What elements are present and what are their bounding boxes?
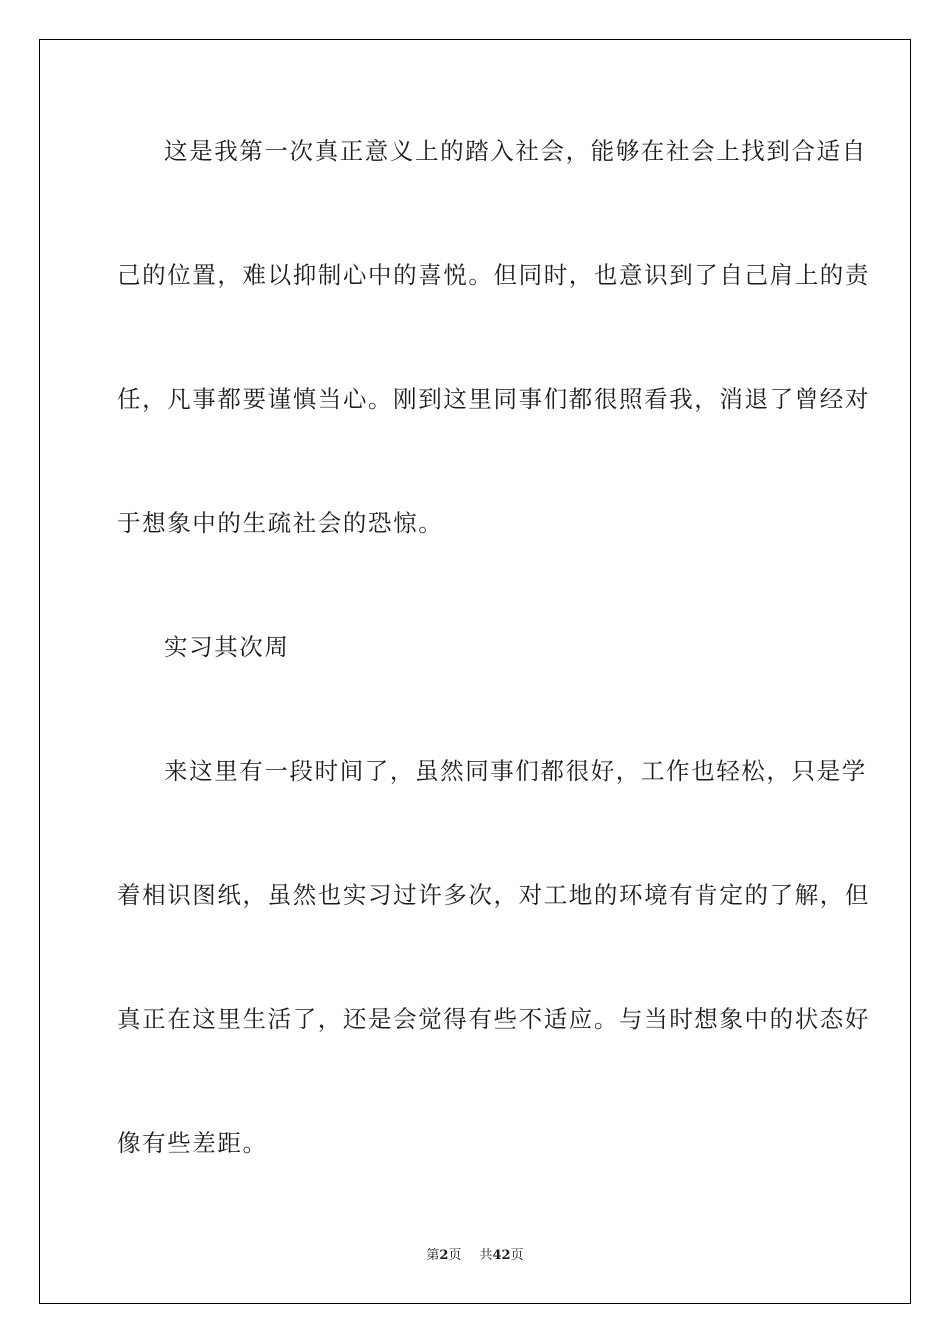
paragraph-2-line-2: 着相识图纸，虽然也实习过许多次，对工地的环境有肯定的了解，但 [117, 881, 870, 909]
paragraph-1-line-4: 于想象中的生疏社会的恐惊。 [117, 509, 444, 537]
page-label-prefix: 第 [426, 1248, 440, 1263]
page-footer [0, 1247, 950, 1265]
total-label-suffix: 页 [510, 1248, 524, 1263]
page-number: 2 [439, 1248, 449, 1263]
paragraph-1-line-2: 己的位置，难以抑制心中的喜悦。但同时，也意识到了自己肩上的责 [117, 261, 870, 289]
total-pages: 42 [492, 1248, 511, 1263]
paragraph-2-line-3: 真正在这里生活了，还是会觉得有些不适应。与当时想象中的状态好 [117, 1005, 870, 1033]
paragraph-1-line-3: 任，凡事都要谨慎当心。刚到这里同事们都很照看我，消退了曾经对 [117, 385, 870, 413]
section-heading: 实习其次周 [164, 633, 290, 661]
total-label-prefix: 共 [479, 1248, 493, 1263]
paragraph-1-line-1: 这是我第一次真正意义上的踏入社会，能够在社会上找到合适自 [164, 137, 867, 165]
paragraph-2-line-1: 来这里有一段时间了，虽然同事们都很好，工作也轻松，只是学 [164, 757, 867, 785]
page-label-suffix: 页 [448, 1248, 462, 1263]
page-border [39, 39, 911, 1304]
paragraph-2-line-4: 像有些差距。 [117, 1129, 268, 1157]
